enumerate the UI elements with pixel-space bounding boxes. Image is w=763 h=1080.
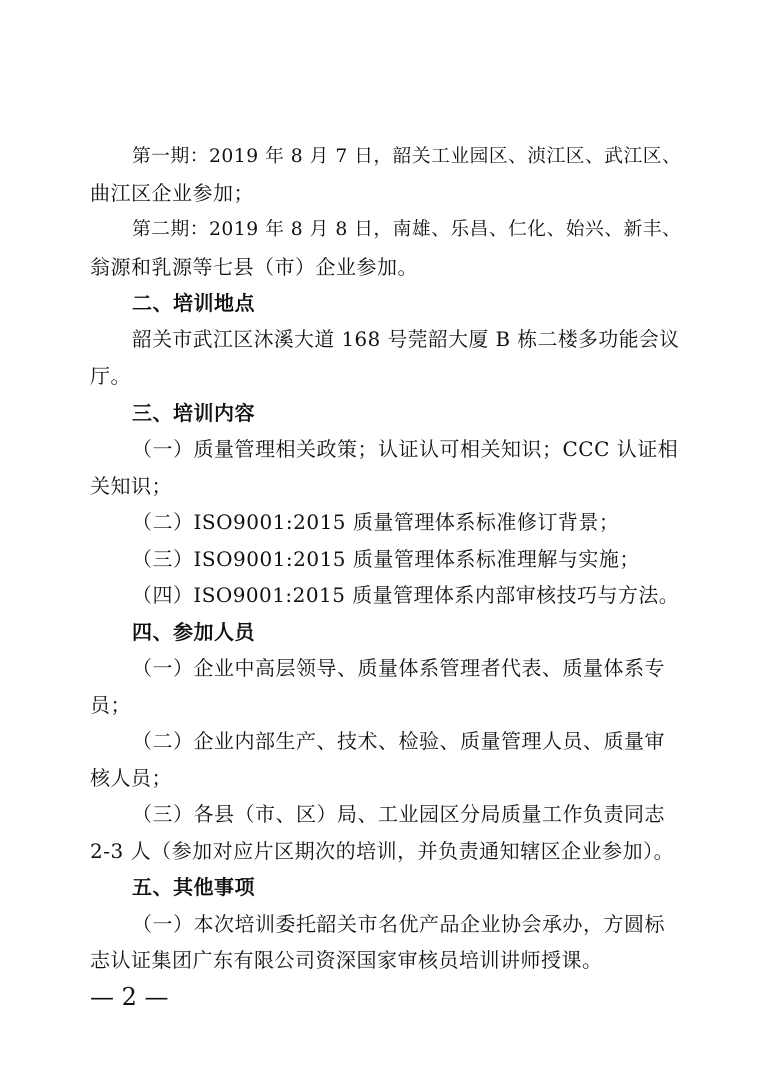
page-number: — 2 — — [90, 983, 169, 1011]
text-line: （一）企业中高层领导、质量体系管理者代表、质量体系专 — [132, 656, 665, 680]
text-line: 厅。 — [90, 364, 131, 388]
section-heading: 四、参加人员 — [132, 620, 255, 644]
text-line: （四）ISO9001:2015 质量管理体系内部审核技巧与方法。 — [132, 583, 680, 607]
text-line: 翁源和乳源等七县（市）企业参加。 — [90, 255, 418, 279]
text-line: （二）企业内部生产、技术、检验、质量管理人员、质量审 — [132, 729, 665, 753]
text-line: 第二期：2019 年 8 月 8 日，南雄、乐昌、仁化、始兴、新丰、 — [132, 219, 682, 240]
text-line: （二）ISO9001:2015 质量管理体系标准修订背景； — [132, 510, 620, 534]
text-line: 志认证集团广东有限公司资深国家审核员培训讲师授课。 — [90, 948, 603, 972]
text-line: （一）本次培训委托韶关市名优产品企业协会承办，方圆标 — [132, 912, 665, 936]
section-heading: 五、其他事项 — [132, 875, 255, 899]
text-line: （一）质量管理相关政策；认证认可相关知识；CCC 认证相 — [132, 437, 679, 461]
text-line: 关知识； — [90, 474, 172, 498]
text-line: （三）各县（市、区）局、工业园区分局质量工作负责同志 — [132, 802, 665, 826]
text-line: 第一期：2019 年 8 月 7 日，韶关工业园区、浈江区、武江区、 — [132, 146, 682, 167]
text-line: （三）ISO9001:2015 质量管理体系标准理解与实施； — [132, 547, 640, 571]
text-line: 韶关市武江区沐溪大道 168 号莞韶大厦 B 栋二楼多功能会议 — [132, 328, 680, 351]
section-heading: 二、培训地点 — [132, 291, 255, 315]
text-line: 2-3 人（参加对应片区期次的培训，并负责通知辖区企业参加）。 — [90, 839, 675, 863]
text-line: 曲江区企业参加； — [90, 181, 254, 205]
section-heading: 三、培训内容 — [132, 401, 255, 425]
text-line: 员； — [90, 693, 131, 717]
text-line: 核人员； — [90, 766, 172, 790]
